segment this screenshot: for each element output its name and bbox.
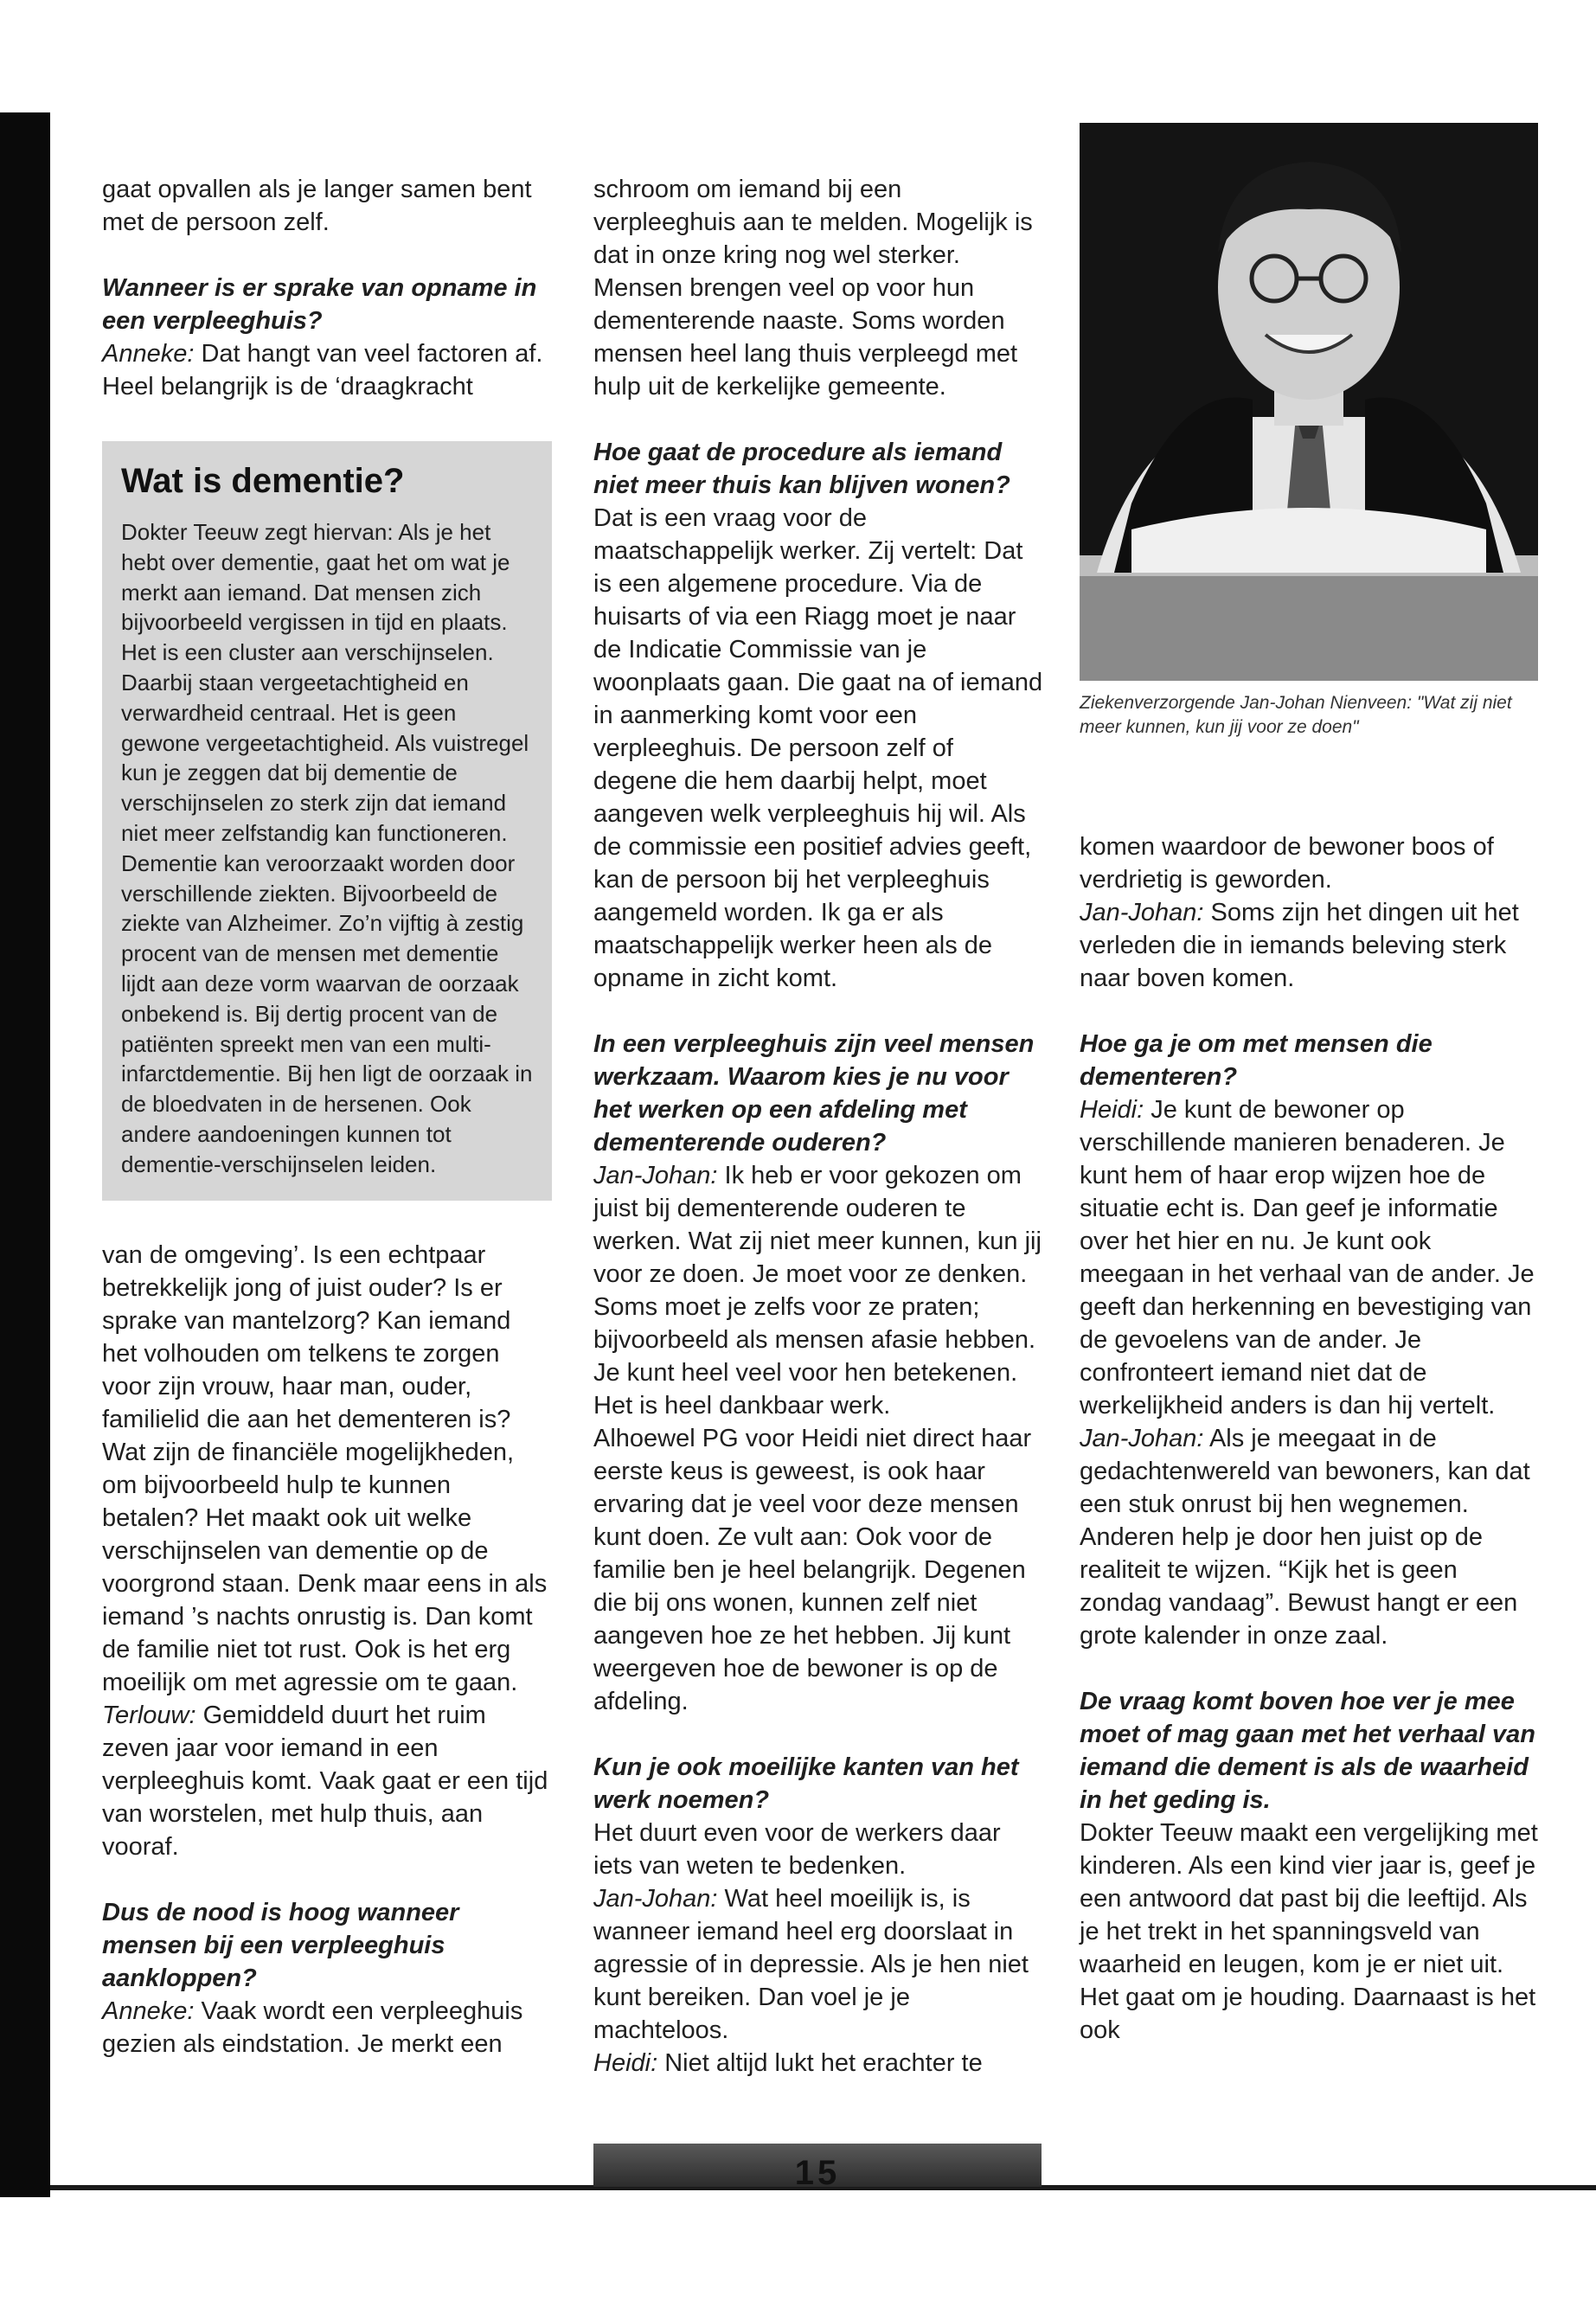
- answer-text: Dat hangt van veel factoren af. Heel belangrijk is de ‘draagkracht: [102, 340, 543, 401]
- col2-answer-4: [593, 1882, 1043, 2047]
- speaker-label: Jan-Johan:: [1080, 899, 1204, 926]
- col1-intro: gaat opvallen als je langer samen bent met de persoon zelf.: [102, 176, 532, 236]
- speaker-label: Anneke:: [102, 1997, 195, 2025]
- col2-question-3: Kun je ook moeilijke kanten van het werk noemen?: [593, 1753, 1019, 1814]
- sidebar-paragraph-2: Dementie kan veroorzaakt worden door verschillende ziekten. Bijvoorbeeld de ziekte van Alzheimer. Zo’n vijftig à zestig procent van de mensen met dementie lijdt aan deze vorm waarvan de oorzaak onbekend is. Bij dertig procent van de patiënten spreekt men van een multi-infarctdementie. Bij hen ligt de oorzaak in de bloedvaten in de hersenen. Ook andere aandoeningen kunnen tot dementie-verschijnselen leiden.: [121, 849, 533, 1177]
- col1-answer-1: [102, 337, 552, 403]
- col3-intro: komen waardoor de bewoner boos of verdrietig is geworden.: [1080, 833, 1494, 894]
- answer-text: Soms zijn het dingen uit het verleden die in iemands beleving sterk naar boven komen.: [1080, 899, 1519, 992]
- answer-text: Als je meegaat in de gedachtenwereld van bewoners, kan dat een stuk onrust bij hen wegnemen. Anderen help je door hen juist op de realiteit te wijzen. “Kijk het is geen zondag vandaag”. Bewust hangt er een grote kalender in onze zaal.: [1080, 1425, 1530, 1650]
- col1-continuation: van de omgeving’. Is een echtpaar betrekkelijk jong of juist ouder? Is er sprake van mantelzorg? Kan iemand het volhouden om telkens te zorgen voor zijn vrouw, haar man, ouder, familielid die aan het dementeren is? Wat zijn de financiële mogelijkheden, om bijvoorbeeld hulp te kunnen betalen? Het maakt ook uit welke verschijnselen van dementie op de voorgrond staan. Denk maar eens in als iemand ’s nachts onrustig is. Dan komt de familie niet tot rust. Ook is het erg moeilijk om met agressie om te gaan.: [102, 1240, 548, 1696]
- col3-question-2: De vraag komt boven hoe ver je mee moet of mag gaan met het verhaal van iemand die dement is als de waarheid in het geding is.: [1080, 1688, 1535, 1814]
- answer-text: Niet altijd lukt het erachter te: [657, 2049, 983, 2077]
- col3-answer-3: [1080, 1422, 1538, 1652]
- col2-answer-2: [593, 1159, 1043, 1422]
- sidebar-box-dementie: [102, 441, 552, 1201]
- page-number: 15: [794, 2154, 841, 2192]
- column-3-text: [1080, 830, 1538, 2047]
- col2-question-2: In een verpleeghuis zijn veel mensen werkzaam. Waarom kies je nu voor het werken op een afdeling met dementerende ouderen?: [593, 1030, 1035, 1157]
- col2-answer-5: [593, 2047, 1043, 2080]
- answer-text: Gemiddeld duurt het ruim zeven jaar voor iemand in een verpleeghuis komt. Vaak gaat er een tijd van worstelen, met hulp thuis, aan vooraf.: [102, 1701, 548, 1861]
- col3-question-1: Hoe ga je om met mensen die dementeren?: [1080, 1030, 1433, 1091]
- answer-text: Ik heb er voor gekozen om juist bij dementerende ouderen te werken. Wat zij niet meer kunnen, kun jij voor ze doen. Je moet voor ze denken. Soms moet je zelfs voor ze praten; bijvoorbeeld als mensen afasie hebben. Je kunt heel veel voor hen betekenen. Het is heel dankbaar werk.: [593, 1162, 1042, 1420]
- col3-answer-4: Dokter Teeuw maakt een vergelijking met kinderen. Als een kind vier jaar is, geef je een antwoord dat past bij die leeftijd. Als je het trekt in het spanningsveld van waarheid en leugen, kom je er niet uit. Het gaat om je houding. Daarnaast is het ook: [1080, 1819, 1538, 2044]
- column-1: [102, 173, 552, 2061]
- col1-question-2: Dus de nood is hoog wanneer mensen bij een verpleeghuis aankloppen?: [102, 1898, 459, 1992]
- col3-answer-2: [1080, 1093, 1538, 1422]
- portrait-illustration: [1080, 123, 1538, 681]
- speaker-label: Terlouw:: [102, 1701, 196, 1729]
- answer-text: Wat heel moeilijk is, is wanneer iemand heel erg doorslaat in agressie of in depressie. Als je hen niet kunt bereiken. Dan voel je je machteloos.: [593, 1885, 1029, 2044]
- col1-question-1: Wanneer is er sprake van opname in een verpleeghuis?: [102, 274, 537, 335]
- speaker-label: Heidi:: [1080, 1096, 1144, 1124]
- col1-answer-2: [102, 1699, 552, 1863]
- col2-heidi-paragraph: Alhoewel PG voor Heidi niet direct haar eerste keus is geweest, is ook haar ervaring dat je veel voor deze mensen kunt doen. Ze vult aan: Ook voor de familie ben je heel belangrijk. Degenen die bij ons wonen, kunnen zelf niet aangeven hoe ze het hebben. Jij kunt weergeven hoe de bewoner is op de afdeling.: [593, 1425, 1032, 1715]
- col3-answer-1: [1080, 896, 1538, 995]
- speaker-label: Heidi:: [593, 2049, 658, 2077]
- col1-answer-3: [102, 1995, 552, 2061]
- photo-caption: Ziekenverzorgende Jan-Johan Nienveen: "Wat zij niet meer kunnen, kun jij voor ze doen": [1080, 693, 1512, 737]
- answer-text: Je kunt de bewoner op verschillende manieren benaderen. Je kunt hem of haar erop wijzen hoe de situatie echt is. Dan geef je informatie over het hier en nu. Je kunt ook meegaan in het verhaal van de ander. Je geeft dan herkenning en bevestiging van de gevoelens van de ander. Je confronteert iemand niet dat de werkelijkheid anders is dan hij vertelt.: [1080, 1096, 1535, 1420]
- col2-question-1: Hoe gaat de procedure als iemand niet meer thuis kan blijven wonen?: [593, 439, 1010, 499]
- portrait-photo: [1080, 123, 1538, 681]
- sidebar-title: Wat is dementie?: [121, 462, 405, 500]
- column-2: [593, 173, 1043, 2080]
- scan-edge-bar: [0, 112, 50, 2197]
- speaker-label: Anneke:: [102, 340, 195, 368]
- speaker-label: Jan-Johan:: [1080, 1425, 1204, 1452]
- col2-intro: schroom om iemand bij een verpleeghuis aan te melden. Mogelijk is dat in onze kring nog wel sterker. Mensen brengen veel op voor hun dementerende naaste. Soms worden mensen heel lang thuis verpleegd met hulp uit de kerkelijke gemeente.: [593, 176, 1033, 401]
- col2-answer-3: Het duurt even voor de werkers daar iets van weten te bedenken.: [593, 1819, 1001, 1880]
- answer-text: Vaak wordt een verpleeghuis gezien als eindstation. Je merkt een: [102, 1997, 523, 2058]
- sidebar-paragraph-1: Dokter Teeuw zegt hiervan: Als je het hebt over dementie, gaat het om wat je merkt aan iemand. Dat mensen zich bijvoorbeeld vergissen in tijd en plaats. Het is een cluster aan verschijnselen. Daarbij staan vergeetachtigheid en verwardheid centraal. Het is geen gewone vergeetachtigheid. Als vuistregel kun je zeggen dat bij dementie de verschijnselen zo sterk zijn dat iemand niet meer zelfstandig kan functioneren.: [121, 519, 529, 846]
- col2-answer-1: Dat is een vraag voor de maatschappelijk werker. Zij vertelt: Dat is een algemene procedure. Via de huisarts of via een Riagg moet je naar de Indicatie Commissie van je woonplaats gaan. Die gaat na of iemand in aanmerking komt voor een verpleeghuis. De persoon zelf of degene die hem daarbij helpt, moet aangeven welk verpleeghuis hij wil. Als de commissie een positief advies geeft, kan de persoon bij het verpleeghuis aangemeld worden. Ik ga er als maatschappelijk werker heen als de opname in zicht komt.: [593, 504, 1043, 992]
- column-3: [1080, 173, 1538, 740]
- speaker-label: Jan-Johan:: [593, 1885, 718, 1913]
- speaker-label: Jan-Johan:: [593, 1162, 718, 1189]
